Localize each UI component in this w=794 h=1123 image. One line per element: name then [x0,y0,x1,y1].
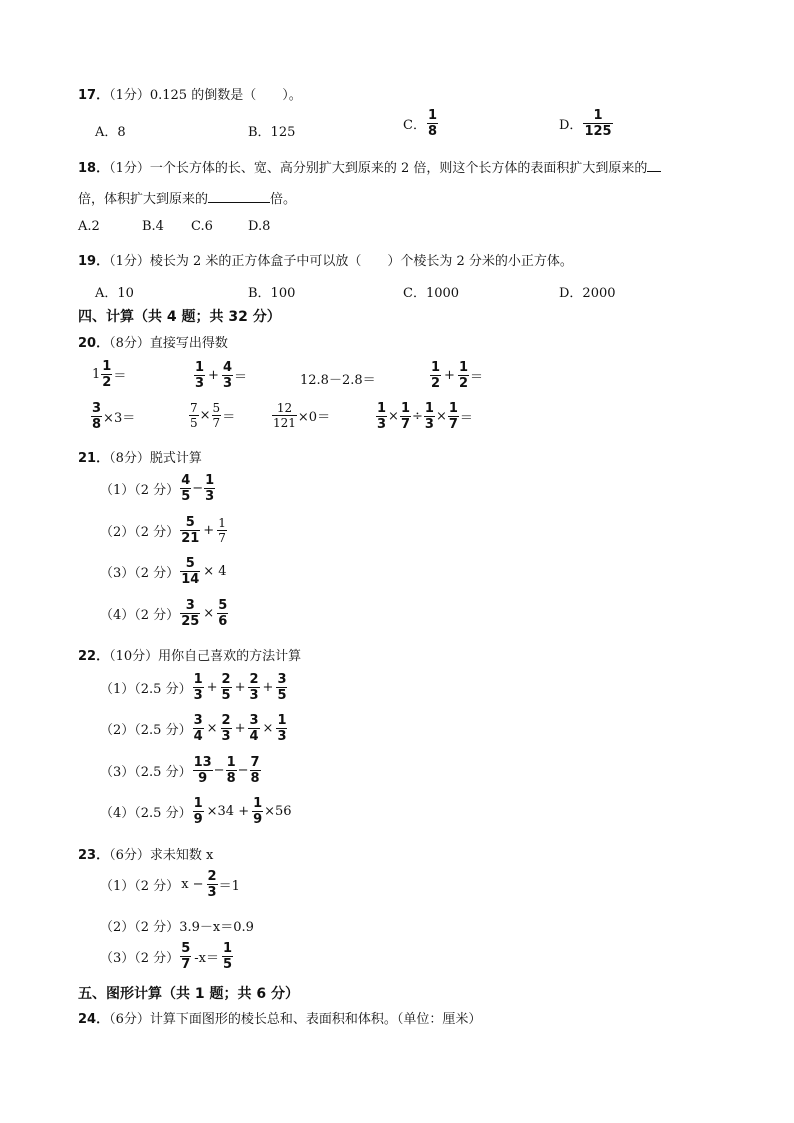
sub-question-3: （3）（2.5 分） $\frac{13}{9}$ − $\frac{1}{8}$ − $\frac{7}{8}$ [100,755,260,786]
sub-question-1: （1）（2.5 分） $\frac{1}{3}$ + $\frac{2}{5}$ + $\frac{2}{3}$ + $\frac{3}{5}$ [100,672,287,703]
question-text: （10分）用你自己喜欢的方法计算 [109,649,302,664]
question-text: （1分）0.125 的倒数是（ ）。 [109,88,302,103]
question-text: （8分）直接写出得数 [109,336,228,351]
option-b: B.4 [142,219,164,234]
question-17 [78,84,302,103]
option-a: A．10 [95,286,134,301]
question-23 [78,844,213,863]
question-number: 24． [78,1012,110,1027]
option-c: C． $\frac{1}{8}$ [403,108,437,139]
question-number: 23． [78,848,110,863]
sub-question-4: （4）（2 分） $\frac{3}{25}$ × $\frac{5}{6}$ [100,598,228,629]
question-text: （1分）棱长为 2 米的正方体盒子中可以放（ ）个棱长为 2 分米的小正方体。 [109,254,573,269]
sub-question-2: （2）（2 分）3.9－x＝0.9 [100,920,254,935]
question-number: 17． [78,88,110,103]
expression: $\frac{3}{8}$ ×3＝ [92,401,136,432]
question-text: （8分）脱式计算 [109,451,202,466]
answer-blank[interactable] [647,159,661,172]
fraction: $\frac{1}{8}$ [427,108,437,139]
expression: 1 $\frac{1}{2}$ ＝ [92,359,127,390]
sub-question-2: （2）（2 分） $\frac{5}{21}$ + $\frac{1}{7}$ [100,515,226,546]
option-a: A．8 [95,125,126,140]
option-d: D． $\frac{1}{125}$ [559,108,612,139]
option-b: B．125 [248,125,296,140]
option-a: A.2 [78,219,100,234]
expression: $\frac{7}{5}$ × $\frac{5}{7}$ ＝ [190,401,236,430]
question-21 [78,447,202,466]
sub-question-2: （2）（2.5 分） $\frac{3}{4}$ × $\frac{2}{3}$ + $\frac{3}{4}$ × $\frac{1}{3}$ [100,713,287,744]
sub-question-3: （3）（2 分） $\frac{5}{14}$ × 4 [100,556,227,587]
question-number: 21． [78,451,110,466]
option-d: D.8 [248,219,271,234]
question-18-line2: 倍，体积扩大到原来的 倍。 [78,192,297,207]
option-c: C．1000 [403,286,460,301]
expression: $\frac{12}{121}$ ×0＝ [273,401,331,430]
sub-question-1: （1）（2 分） x − $\frac{2}{3}$ ＝1 [100,869,240,900]
sub-question-4: （4）（2.5 分） $\frac{1}{9}$ ×34 + $\frac{1}{9}$ ×56 [100,796,292,827]
answer-blank[interactable] [208,190,270,203]
section-heading: 四、计算（共 4 题；共 32 分） [78,309,281,325]
expression: $\frac{1}{2}$ + $\frac{1}{2}$ ＝ [431,360,484,391]
sub-question-3: （3）（2 分） $\frac{5}{7}$ -x＝ $\frac{1}{5}$ [100,941,233,972]
sub-question-1: （1）（2 分） $\frac{4}{5}$ − $\frac{1}{3}$ [100,473,215,504]
option-b: B．100 [248,286,296,301]
option-c: C.6 [191,219,213,234]
question-number: 22． [78,649,110,664]
question-text: （1分）一个长方体的长、宽、高分别扩大到原来的 2 倍，则这个长方体的表面积扩大到原来的 [109,161,648,176]
question-20 [78,332,228,351]
question-22 [78,645,301,664]
question-text: （6分）计算下面图形的棱长总和、表面积和体积。（单位：厘米） [109,1012,482,1027]
expression: $\frac{1}{3}$ × $\frac{1}{7}$ ÷ $\frac{1}{3}$ × $\frac{1}{7}$ ＝ [377,401,473,432]
question-24 [78,1008,481,1027]
question-text: （6分）求未知数 x [109,848,214,863]
question-19 [78,250,573,269]
section-heading: 五、图形计算（共 1 题；共 6 分） [78,986,299,1002]
question-number: 19． [78,254,110,269]
question-18 [78,157,661,176]
option-d: D．2000 [559,286,616,301]
expression: $\frac{1}{3}$ + $\frac{4}{3}$ ＝ [195,360,248,391]
question-number: 20． [78,336,110,351]
question-number: 18． [78,161,110,176]
expression: 12.8－2.8＝ [300,373,376,388]
fraction: $\frac{1}{125}$ [584,108,612,139]
